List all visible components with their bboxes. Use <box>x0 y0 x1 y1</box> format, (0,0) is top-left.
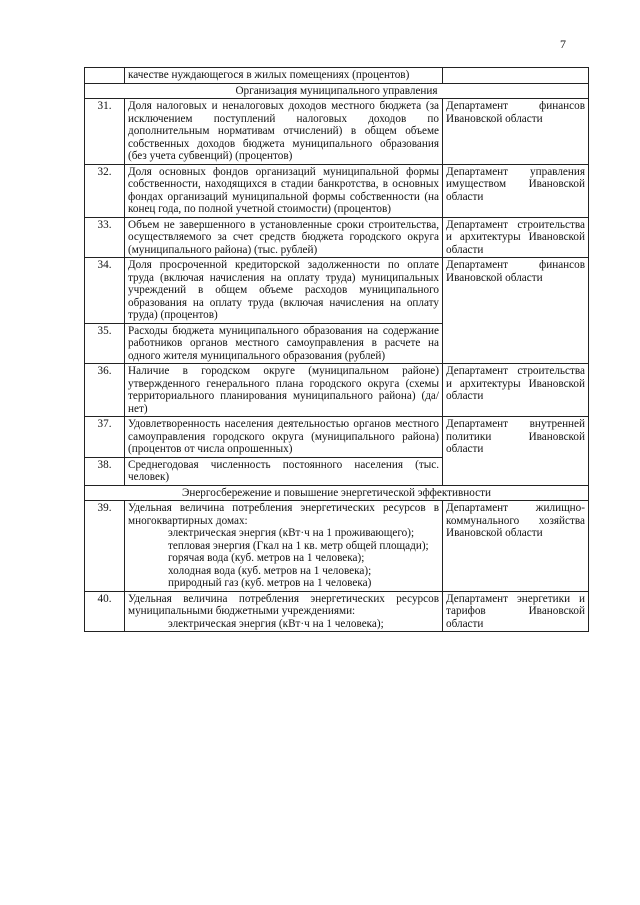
page-number: 7 <box>560 37 566 51</box>
row-number-cell: 31. <box>85 99 125 165</box>
indicator-subitem: горячая вода (куб. метров на 1 человека); <box>168 552 365 564</box>
department-cell: Департамент жилищно-коммунального хозяйства Ивановской области <box>443 501 589 592</box>
indicators-table <box>84 67 589 632</box>
indicator-cell <box>125 501 443 592</box>
indicator-cell: Объем не завершенного в установленные сроки строительства, осуществляемого за счет средств бюджета городского округа (муниципального района) (тыс. рублей) <box>125 217 443 258</box>
indicator-cell: качестве нуждающегося в жилых помещениях (процентов) <box>125 68 443 84</box>
indicator-cell: Среднегодовая численность постоянного населения (тыс. человек) <box>125 457 443 485</box>
department-cell: Департамент управления имуществом Ивановской области <box>443 164 589 217</box>
indicator-cell: Доля основных фондов организаций муниципальной формы собственности, находящихся в стадии банкротства, в основных фондах организаций муниципальной формы собственности (на конец года, по полной учетной стоимости) (процентов) <box>125 164 443 217</box>
row-number-cell: 37. <box>85 417 125 458</box>
indicator-cell: Доля налоговых и неналоговых доходов местного бюджета (за исключением поступлений налоговых доходов по дополнительным нормативам отчислений) в общем объеме собственных доходов бюджета муниципального образования (без учета субвенций) (процентов) <box>125 99 443 165</box>
row-number-cell <box>85 68 125 84</box>
table-row <box>85 164 589 217</box>
department-cell: Департамент строительства и архитектуры Ивановской области <box>443 217 589 258</box>
section-title: Организация муниципального управления <box>85 83 589 99</box>
row-number-cell: 40. <box>85 591 125 632</box>
indicator-subitem: холодная вода (куб. метров на 1 человека); <box>168 564 372 577</box>
row-number-cell: 32. <box>85 164 125 217</box>
department-cell: Департамент строительства и архитектуры Ивановской области <box>443 364 589 417</box>
indicator-cell: Удовлетворенность населения деятельностью органов местного самоуправления городского округа (муниципального района) (процентов от числа опрошенных) <box>125 417 443 458</box>
row-number-cell: 36. <box>85 364 125 417</box>
table-row <box>85 99 589 165</box>
indicator-cell: Наличие в городском округе (муниципальном районе) утвержденного генерального плана городского округа (схемы территориального планирования муниципального района) (да/нет) <box>125 364 443 417</box>
table-row <box>85 591 589 632</box>
indicator-lead: Удельная величина потребления энергетических ресурсов в многоквартирных домах: <box>128 502 439 527</box>
section-header-row <box>85 485 589 501</box>
indicator-subitem: электрическая энергия (кВт·ч на 1 человека); <box>168 617 384 630</box>
department-cell: Департамент энергетики и тарифов Ивановской области <box>443 591 589 632</box>
indicator-subitem: природный газ (куб. метров на 1 человека) <box>168 577 372 589</box>
section-header-row <box>85 83 589 99</box>
row-number-cell: 33. <box>85 217 125 258</box>
row-number-cell: 38. <box>85 457 125 485</box>
table-row <box>85 217 589 258</box>
row-number-cell: 39. <box>85 501 125 592</box>
indicator-cell: Расходы бюджета муниципального образования на содержание работников органов местного самоуправления в расчете на одного жителя муниципального образования (рублей) <box>125 323 443 364</box>
row-number-cell: 34. <box>85 258 125 324</box>
indicator-subitem: тепловая энергия (Гкал на 1 кв. метр общей площади); <box>168 539 429 552</box>
section-title: Энергосбережение и повышение энергетической эффективности <box>85 485 589 501</box>
department-cell: Департамент финансов Ивановской области <box>443 258 589 364</box>
department-cell <box>443 68 589 84</box>
indicator-cell: Доля просроченной кредиторской задолженности по оплате труда (включая начисления на оплату труда) муниципальных учреждений в общем объеме расходов муниципального образования на оплату труда (включая начисления на оплату труда) (процентов) <box>125 258 443 324</box>
department-cell: Департамент внутренней политики Ивановской области <box>443 417 589 486</box>
row-number-cell: 35. <box>85 323 125 364</box>
table-row <box>85 68 589 84</box>
table-row <box>85 258 589 324</box>
table-row <box>85 417 589 458</box>
indicator-cell <box>125 591 443 632</box>
indicator-lead: Удельная величина потребления энергетических ресурсов муниципальными бюджетными учреждениями: <box>128 592 439 617</box>
department-cell: Департамент финансов Ивановской области <box>443 99 589 165</box>
indicator-subitem: электрическая энергия (кВт·ч на 1 проживающего); <box>168 527 415 539</box>
table-row <box>85 364 589 417</box>
table-row <box>85 501 589 592</box>
